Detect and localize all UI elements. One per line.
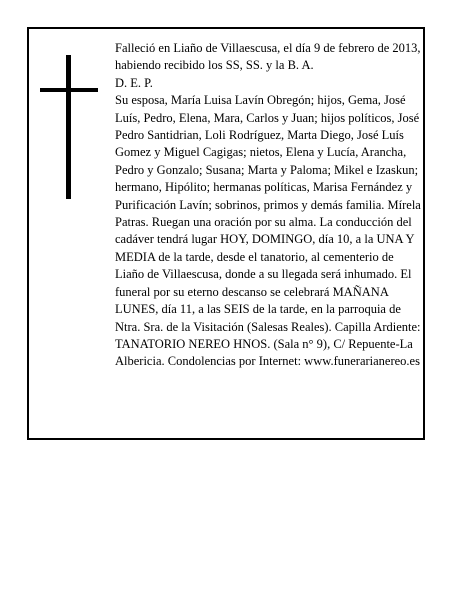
family-and-ceremony-details: Su esposa, María Luisa Lavín Obregón; hijos, Gema, José Luís, Pedro, Elena, Mara, Carlos y Juan; hijos políticos, José Pedro Santidrian, Loli Rodríguez, Marta Diego, José Luís Gomez y Miguel Cagigas; nietos, Elena y Lucía, Arancha, Pedro y Gonzalo; Susana; Marta y Paloma; Mikel e Izaskun; hermano, Hipólito; hermanas políticas, Marisa Fernández y Purificación Lavín; sobrinos, primos y demás familia. Mírela Patras. Ruegan una oración por su alma. La conducción del cadáver tendrá lugar HOY, DOMINGO, día 10, a la UNA Y MEDIA de la tarde, desde el tanatorio, al cementerio de Liaño de Villaescusa, donde a su llegada será inhumado. El funeral por su eterno descanso se celebrará MAÑANA LUNES, día 11, a las SEIS de la tarde, en la parroquia de Ntra. Sra. de la Visitación (Salesas Reales). Capilla Ardiente: TANATORIO NEREO HNOS. (Sala n° 9), C/ Repuente-La Albericia. Condolencias por Internet: www.funerarianereo.es: [115, 93, 421, 369]
latin-cross-icon: [40, 55, 98, 199]
cross-horizontal-bar: [40, 88, 98, 92]
obituary-notice: [27, 27, 425, 440]
death-announcement: Falleció en Liaño de Villaescusa, el día 9 de febrero de 2013, habiendo recibido los SS, SS. y la B. A.: [115, 41, 421, 73]
cross-vertical-bar: [66, 55, 71, 199]
obituary-text: [115, 40, 421, 371]
rip-line: D. E. P.: [115, 75, 153, 90]
